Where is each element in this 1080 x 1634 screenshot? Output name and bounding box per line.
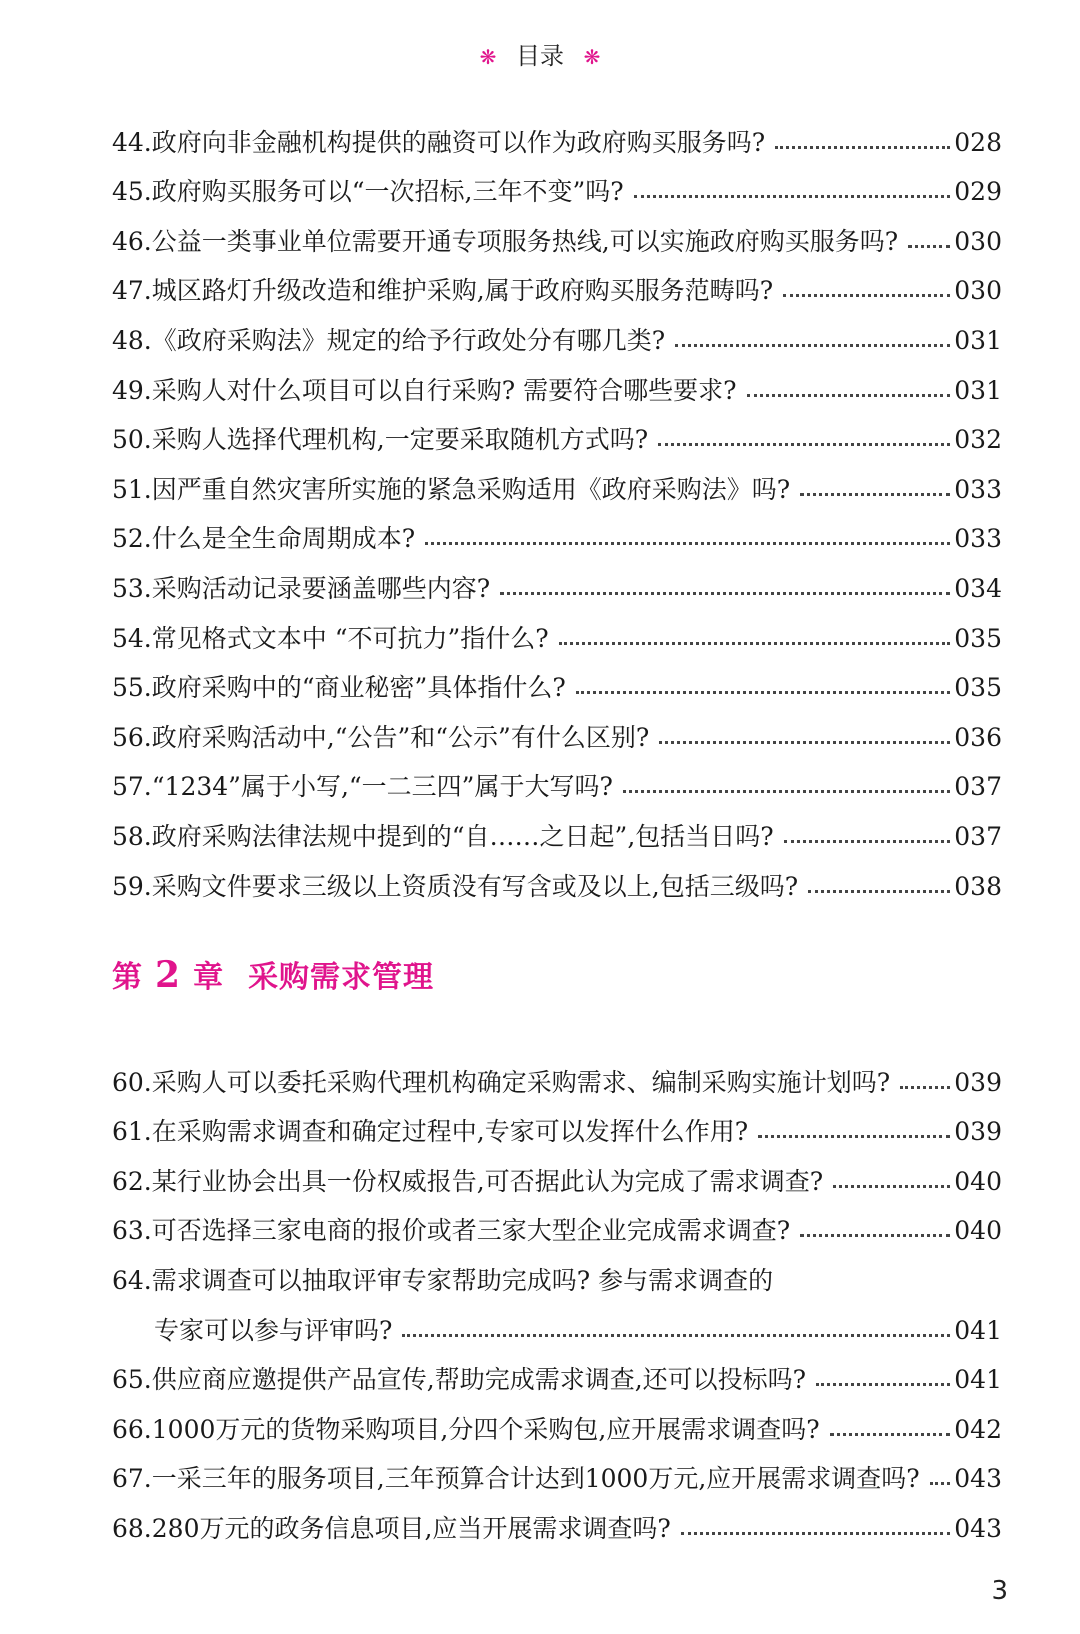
toc-entry-number: 58. — [112, 821, 152, 851]
toc-entry-number: 51. — [112, 474, 152, 504]
toc-entry-page: 038 — [954, 871, 1002, 901]
toc-entry-page: 041 — [954, 1365, 1002, 1395]
toc-entry[interactable] — [112, 158, 1002, 208]
chapter-prefix: 第 — [112, 960, 143, 995]
toc-entry-title: 政府采购中的“商业秘密”具体指什么? — [151, 673, 566, 703]
dot-leader — [816, 1383, 950, 1386]
toc-entry[interactable] — [112, 852, 1002, 902]
dot-leader — [576, 691, 951, 694]
dot-leader — [833, 1185, 950, 1188]
dot-leader — [559, 642, 951, 645]
toc-entry-page: 033 — [954, 474, 1002, 504]
toc-entry-title: 采购活动记录要涵盖哪些内容? — [151, 573, 491, 603]
toc-entry[interactable] — [112, 455, 1002, 505]
toc-entry-number: 48. — [112, 325, 152, 355]
toc-entry[interactable] — [112, 554, 1002, 604]
toc-entry-number: 63. — [112, 1216, 152, 1246]
dot-leader — [930, 1482, 951, 1485]
dot-leader — [623, 790, 950, 793]
toc-entry-number: 44. — [112, 127, 152, 157]
dot-leader — [775, 146, 950, 149]
toc-entry[interactable] — [112, 1494, 1002, 1544]
dot-leader — [800, 1234, 950, 1237]
page-number: 3 — [991, 1576, 1008, 1606]
chapter-heading — [112, 952, 434, 996]
toc-entry-number: 59. — [112, 871, 152, 901]
toc-entry-title: 城区路灯升级改造和维护采购,属于政府购买服务范畴吗? — [151, 276, 774, 306]
toc-entry-title: 采购人对什么项目可以自行采购? 需要符合哪些要求? — [151, 375, 737, 405]
toc-entry-title: 采购人选择代理机构,一定要采取随机方式吗? — [151, 425, 649, 455]
toc-entry-number: 50. — [112, 425, 152, 455]
dot-leader — [402, 1334, 950, 1337]
toc-entry-title: 采购人可以委托采购代理机构确定采购需求、编制采购实施计划吗? — [151, 1067, 891, 1097]
toc-entry-page: 042 — [954, 1414, 1002, 1444]
toc-entry-page: 031 — [954, 325, 1002, 355]
toc-entry[interactable] — [112, 604, 1002, 654]
toc-entry-page: 040 — [954, 1216, 1002, 1246]
toc-entry-title: 《政府采购法》规定的给予行政处分有哪几类? — [151, 325, 666, 355]
dot-leader — [784, 840, 951, 843]
toc-entry-number: 45. — [112, 177, 152, 207]
toc-entry-number: 47. — [112, 276, 152, 306]
toc-entry-number: 65. — [112, 1365, 152, 1395]
toc-entry[interactable] — [112, 1346, 1002, 1396]
toc-entry-number: 55. — [112, 673, 152, 703]
toc-entry-page: 039 — [954, 1067, 1002, 1097]
toc-entry-number: 60. — [112, 1067, 152, 1097]
toc-entry-title: 政府购买服务可以“一次招标,三年不变”吗? — [151, 177, 624, 207]
toc-entry-title: 采购文件要求三级以上资质没有写含或及以上,包括三级吗? — [151, 871, 799, 901]
toc-entry[interactable] — [112, 505, 1002, 555]
dot-leader — [758, 1135, 950, 1138]
header-title: 目录 — [516, 42, 564, 70]
toc-entry-title: 某行业协会出具一份权威报告,可否据此认为完成了需求调查? — [151, 1166, 824, 1196]
toc-entry[interactable] — [112, 207, 1002, 257]
toc-entry-title: 280万元的政务信息项目,应当开展需求调查吗? — [151, 1513, 671, 1543]
toc-entry-page: 039 — [954, 1117, 1002, 1147]
dot-leader — [808, 890, 950, 893]
toc-entry-number: 67. — [112, 1464, 152, 1494]
toc-entry[interactable] — [112, 1246, 1002, 1296]
toc-entry-page: 036 — [954, 722, 1002, 752]
toc-entry-title: 供应商应邀提供产品宣传,帮助完成需求调查,还可以投标吗? — [151, 1365, 807, 1395]
chapter-name: 采购需求管理 — [248, 960, 435, 995]
toc-entry-title: 需求调查可以抽取评审专家帮助完成吗? 参与需求调查的 — [151, 1265, 774, 1295]
toc-entry-title: 什么是全生命周期成本? — [151, 524, 416, 554]
dot-leader — [675, 344, 950, 347]
toc-entry-title: 专家可以参与评审吗? — [154, 1315, 393, 1345]
toc-entry-title: 政府向非金融机构提供的融资可以作为政府购买服务吗? — [151, 127, 766, 157]
toc-entry-title: 在采购需求调查和确定过程中,专家可以发挥什么作用? — [151, 1117, 749, 1147]
toc-entry-page: 035 — [954, 673, 1002, 703]
toc-entry-page: 040 — [954, 1166, 1002, 1196]
toc-entry[interactable] — [112, 1098, 1002, 1148]
toc-entry[interactable] — [112, 802, 1002, 852]
toc-entry-number: 64. — [112, 1265, 152, 1295]
toc-entry-number: 53. — [112, 573, 152, 603]
toc-entry[interactable] — [112, 1197, 1002, 1247]
toc-entry[interactable] — [112, 356, 1002, 406]
toc-entry[interactable] — [112, 753, 1002, 803]
toc-entry-title: 政府采购法律法规中提到的“自……之日起”,包括当日吗? — [151, 821, 774, 851]
toc-entry-page: 034 — [954, 573, 1002, 603]
dot-leader — [658, 443, 950, 446]
toc-entry-page: 041 — [954, 1315, 1002, 1345]
toc-entry-number: 66. — [112, 1414, 152, 1444]
dot-leader — [747, 394, 951, 397]
dot-leader — [659, 741, 950, 744]
toc-entry-page: 031 — [954, 375, 1002, 405]
toc-entry-number: 56. — [112, 722, 152, 752]
toc-entry-number: 52. — [112, 524, 152, 554]
chapter-number: 2 — [155, 954, 182, 996]
toc-list-bottom — [112, 1048, 1002, 1544]
dot-leader — [900, 1086, 950, 1089]
toc-entry-number: 68. — [112, 1513, 152, 1543]
toc-entry-title: 1000万元的货物采购项目,分四个采购包,应开展需求调查吗? — [151, 1414, 820, 1444]
toc-entry-title: 公益一类事业单位需要开通专项服务热线,可以实施政府购买服务吗? — [151, 226, 899, 256]
toc-entry-title: 一采三年的服务项目,三年预算合计达到1000万元,应开展需求调查吗? — [151, 1464, 920, 1494]
dot-leader — [783, 294, 950, 297]
toc-entry[interactable] — [112, 406, 1002, 456]
toc-entry-title: 可否选择三家电商的报价或者三家大型企业完成需求调查? — [151, 1216, 791, 1246]
toc-entry[interactable] — [112, 257, 1002, 307]
toc-entry-page: 035 — [954, 623, 1002, 653]
toc-entry-number: 61. — [112, 1117, 152, 1147]
toc-entry[interactable] — [112, 1445, 1002, 1495]
toc-entry-page: 037 — [954, 772, 1002, 802]
toc-entry[interactable] — [112, 306, 1002, 356]
toc-entry-page: 030 — [954, 226, 1002, 256]
toc-entry[interactable] — [112, 703, 1002, 753]
toc-entry-title: “1234”属于小写,“一二三四”属于大写吗? — [151, 772, 613, 802]
toc-entry-number: 57. — [112, 772, 152, 802]
toc-entry-number: 54. — [112, 623, 152, 653]
toc-entry[interactable] — [112, 1048, 1002, 1098]
toc-entry-page: 029 — [954, 177, 1002, 207]
toc-entry[interactable] — [112, 1395, 1002, 1445]
toc-entry-title: 常见格式文本中 “不可抗力”指什么? — [151, 623, 549, 653]
chapter-suffix: 章 — [193, 960, 225, 995]
toc-entry-title: 因严重自然灾害所实施的紧急采购适用《政府采购法》吗? — [151, 474, 791, 504]
toc-entry-page: 043 — [954, 1464, 1002, 1494]
flower-ornament-icon: ❋ — [583, 45, 601, 69]
toc-entry-page: 032 — [954, 425, 1002, 455]
toc-entry[interactable] — [112, 108, 1002, 158]
toc-list-top — [112, 108, 1002, 902]
toc-entry-page: 043 — [954, 1513, 1002, 1543]
toc-entry[interactable] — [112, 1296, 1002, 1346]
flower-ornament-icon: ❋ — [479, 45, 497, 69]
toc-entry-page: 028 — [954, 127, 1002, 157]
dot-leader — [830, 1433, 951, 1436]
dot-leader — [634, 195, 951, 198]
toc-entry-page: 030 — [954, 276, 1002, 306]
toc-entry-page: 033 — [954, 524, 1002, 554]
toc-entry-page: 037 — [954, 821, 1002, 851]
dot-leader — [681, 1532, 950, 1535]
toc-entry[interactable] — [112, 654, 1002, 704]
toc-entry-number: 49. — [112, 375, 152, 405]
toc-entry-number: 46. — [112, 226, 152, 256]
toc-entry-title: 政府采购活动中,“公告”和“公示”有什么区别? — [151, 722, 650, 752]
dot-leader — [800, 493, 950, 496]
dot-leader — [425, 542, 950, 545]
dot-leader — [500, 592, 950, 595]
toc-entry-number: 62. — [112, 1166, 152, 1196]
running-header — [0, 36, 1080, 71]
dot-leader — [908, 245, 950, 248]
toc-entry[interactable] — [112, 1147, 1002, 1197]
